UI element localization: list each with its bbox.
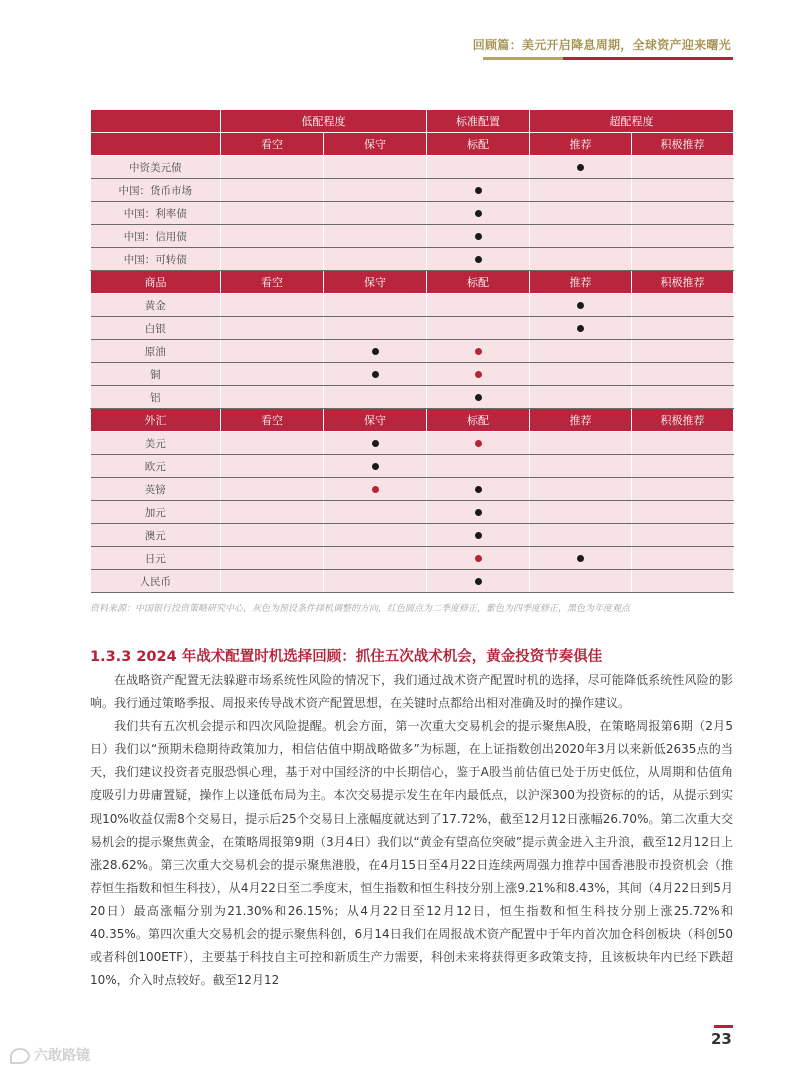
table-cell [427,524,530,547]
column-header-cell: 推荐 [530,271,632,294]
group-header-row [91,110,734,133]
black-dot-marker [475,187,482,194]
watermark-logo-icon [10,1048,30,1064]
row-label: 中国：可转债 [91,248,221,271]
black-dot-marker [577,325,584,332]
table-row [91,248,734,271]
table-cell [530,547,632,570]
table-cell [632,501,734,524]
table-cell [324,340,427,363]
table-cell [324,179,427,202]
black-dot-marker [475,509,482,516]
black-dot-marker [577,555,584,562]
header-title: 回顾篇：美元开启降息周期，全球资产迎来曙光 [472,38,731,52]
group-header-cell: 低配程度 [221,110,427,133]
table-cell [427,294,530,317]
table-cell [221,202,324,225]
table-cell [221,547,324,570]
table-cell [530,248,632,271]
black-dot-marker [475,486,482,493]
table-row [91,478,734,501]
page-number-rule [714,1025,733,1028]
table-cell [530,455,632,478]
section-header-label: 外汇 [91,409,221,432]
table-cell [530,386,632,409]
row-label: 中国：货币市场 [91,179,221,202]
column-header-cell: 保守 [324,409,427,432]
table-cell [530,294,632,317]
row-label: 中国：信用债 [91,225,221,248]
group-header-cell: 超配程度 [530,110,734,133]
body-text [90,669,733,992]
table-cell [221,317,324,340]
table-row [91,524,734,547]
table-cell [427,455,530,478]
column-header-cell: 标配 [427,133,530,156]
table-cell [632,478,734,501]
table-cell [530,156,632,179]
table-cell [324,317,427,340]
page-number: 23 [711,1030,732,1048]
column-header-cell: 标配 [427,271,530,294]
table-row [91,547,734,570]
table-cell [427,432,530,455]
table-cell [427,179,530,202]
table-row [91,570,734,593]
table-cell [632,294,734,317]
table-cell [427,501,530,524]
red-dot-marker [475,348,482,355]
header-corner-cell [91,133,221,156]
allocation-table [90,109,734,593]
table-cell [632,432,734,455]
row-label: 白银 [91,317,221,340]
row-label: 原油 [91,340,221,363]
table-cell [221,156,324,179]
column-header-cell: 积极推荐 [632,409,734,432]
column-header-row [91,133,734,156]
black-dot-marker [577,302,584,309]
column-header-cell: 积极推荐 [632,133,734,156]
table-cell [221,294,324,317]
column-header-cell: 看空 [221,133,324,156]
red-dot-marker [475,440,482,447]
table-cell [427,317,530,340]
section-header-label: 商品 [91,271,221,294]
red-dot-marker [372,486,379,493]
table-row [91,386,734,409]
watermark [10,1045,90,1065]
table-row [91,501,734,524]
table-cell [632,340,734,363]
table-cell [530,225,632,248]
paragraph: 我们共有五次机会提示和四次风险提醒。机会方面，第一次重大交易机会的提示聚焦A股，在策略周报第6期（2月5日）我们以“预期未稳期待政策加力，相信估值中期战略做多”为标题，在上证指数创出2020年3月以来新低2635点的当天，我们建议投资者克服恐惧心理，基于对中国经济的中长期信心，鉴于A股当前估值已处于历史低位，从周期和估值角度吸引力毋庸置疑，操作上以逢低布局为主。本次交易提示发生在年内最低点，以沪深300为投资标的的话，从提示到实现10%收益仅需8个交易日，提示后25个交易日上涨幅度就达到了17.72%，截至12月12日涨幅26.70%。第二次重大交易机会的提示聚焦黄金，在策略周报第9期（3月4日）我们以“黄金有望高位突破”提示黄金进入主升浪，截至12月12日上涨28.62%。第三次重大交易机会的提示聚焦港股，在4月15日至4月22日连续两周强力推荐中国香港股市投资机会（推荐恒生指数和恒生科技），从4月22日至二季度末，恒生指数和恒生科技分别上涨9.21%和8.43%，其间（4月22日到5月20日）最高涨幅分别为21.30%和26.15%；从4月22日至12月12日，恒生指数和恒生科技分别上涨25.72%和40.35%。第四次重大交易机会的提示聚焦科创，6月14日我们在周报战术资产配置中于年内首次加仓科创板块（科创50或者科创100ETF），主要基于科技自主可控和新质生产力需要，科创未来将获得更多政策支持，且该板块年内已经下跌超10%，介入时点较好。截至12月12 [90,719,733,988]
section-header-row [91,271,734,294]
table-cell [324,248,427,271]
black-dot-marker [475,233,482,240]
header-rule [483,57,733,60]
table-row [91,225,734,248]
table-cell [324,501,427,524]
column-header-cell: 保守 [324,271,427,294]
column-header-cell: 看空 [221,409,324,432]
table-cell [324,432,427,455]
table-cell [324,156,427,179]
table-cell [324,478,427,501]
column-header-cell: 推荐 [530,409,632,432]
table-cell [324,386,427,409]
table-cell [632,363,734,386]
table-row [91,317,734,340]
red-dot-marker [475,555,482,562]
table-cell [530,432,632,455]
table-cell [427,248,530,271]
row-label: 英镑 [91,478,221,501]
row-label: 人民币 [91,570,221,593]
table-cell [427,202,530,225]
table-cell [324,363,427,386]
table-cell [221,225,324,248]
table-cell [632,317,734,340]
row-label: 黄金 [91,294,221,317]
table-cell [221,570,324,593]
table-cell [221,455,324,478]
table-cell [221,524,324,547]
table-cell [324,547,427,570]
table-cell [221,478,324,501]
row-label: 美元 [91,432,221,455]
table-row [91,455,734,478]
table-cell [427,363,530,386]
row-label: 欧元 [91,455,221,478]
black-dot-marker [475,532,482,539]
column-header-cell: 推荐 [530,133,632,156]
table-cell [427,156,530,179]
table-cell [221,340,324,363]
table-cell [530,363,632,386]
table-cell [427,225,530,248]
table-row [91,363,734,386]
table-cell [324,202,427,225]
table-cell [632,202,734,225]
column-header-cell: 看空 [221,271,324,294]
black-dot-marker [475,210,482,217]
paragraph: 在战略资产配置无法躲避市场系统性风险的情况下，我们通过战术资产配置时机的选择，尽可能降低系统性风险的影响。我行通过策略季报、周报来传导战术资产配置思想，在关键时点都给出相对准确及时的操作建议。 [90,673,733,711]
black-dot-marker [372,348,379,355]
column-header-cell: 标配 [427,409,530,432]
column-header-cell: 积极推荐 [632,271,734,294]
table-cell [427,570,530,593]
table-cell [221,363,324,386]
table-cell [324,570,427,593]
table-cell [324,524,427,547]
column-header-cell: 保守 [324,133,427,156]
row-label: 日元 [91,547,221,570]
table-cell [530,317,632,340]
table-cell [427,340,530,363]
table-cell [427,547,530,570]
table-cell [632,547,734,570]
watermark-text: 六敢路镜 [34,1048,90,1064]
black-dot-marker [475,578,482,585]
section-header-row [91,409,734,432]
row-label: 中国：利率债 [91,202,221,225]
red-dot-marker [475,371,482,378]
black-dot-marker [372,463,379,470]
table-cell [427,478,530,501]
table-cell [221,248,324,271]
table-cell [221,386,324,409]
table-cell [632,524,734,547]
table-cell [632,156,734,179]
table-cell [530,501,632,524]
row-label: 铜 [91,363,221,386]
black-dot-marker [372,371,379,378]
table-cell [530,524,632,547]
black-dot-marker [577,164,584,171]
table-cell [632,455,734,478]
table-cell [221,432,324,455]
table-cell [632,570,734,593]
group-header-cell: 标准配置 [427,110,530,133]
table-cell [221,501,324,524]
source-note: 资料来源：中国银行投资策略研究中心，灰色为预设条件择机调整的方向，红色圆点为二季度修正，紫色为四季度修正，黑色为年度观点 [90,604,631,614]
black-dot-marker [475,394,482,401]
row-label: 加元 [91,501,221,524]
table-cell [530,340,632,363]
table-row [91,179,734,202]
table-cell [427,386,530,409]
table-cell [324,225,427,248]
table-cell [632,386,734,409]
row-label: 铝 [91,386,221,409]
table-cell [632,248,734,271]
black-dot-marker [372,440,379,447]
row-label: 澳元 [91,524,221,547]
table-cell [530,202,632,225]
row-label: 中资美元债 [91,156,221,179]
table-cell [632,179,734,202]
table-cell [530,570,632,593]
table-row [91,294,734,317]
table-cell [530,179,632,202]
black-dot-marker [475,256,482,263]
table-cell [221,179,324,202]
table-row [91,202,734,225]
table-cell [530,478,632,501]
header-corner-cell [91,110,221,133]
table-cell [632,225,734,248]
table-cell [324,455,427,478]
table-row [91,156,734,179]
table-cell [324,294,427,317]
table-row [91,340,734,363]
section-title: 1.3.3 2024 年战术配置时机选择回顾：抓住五次战术机会，黄金投资节奏俱佳 [90,649,603,665]
table-row [91,432,734,455]
